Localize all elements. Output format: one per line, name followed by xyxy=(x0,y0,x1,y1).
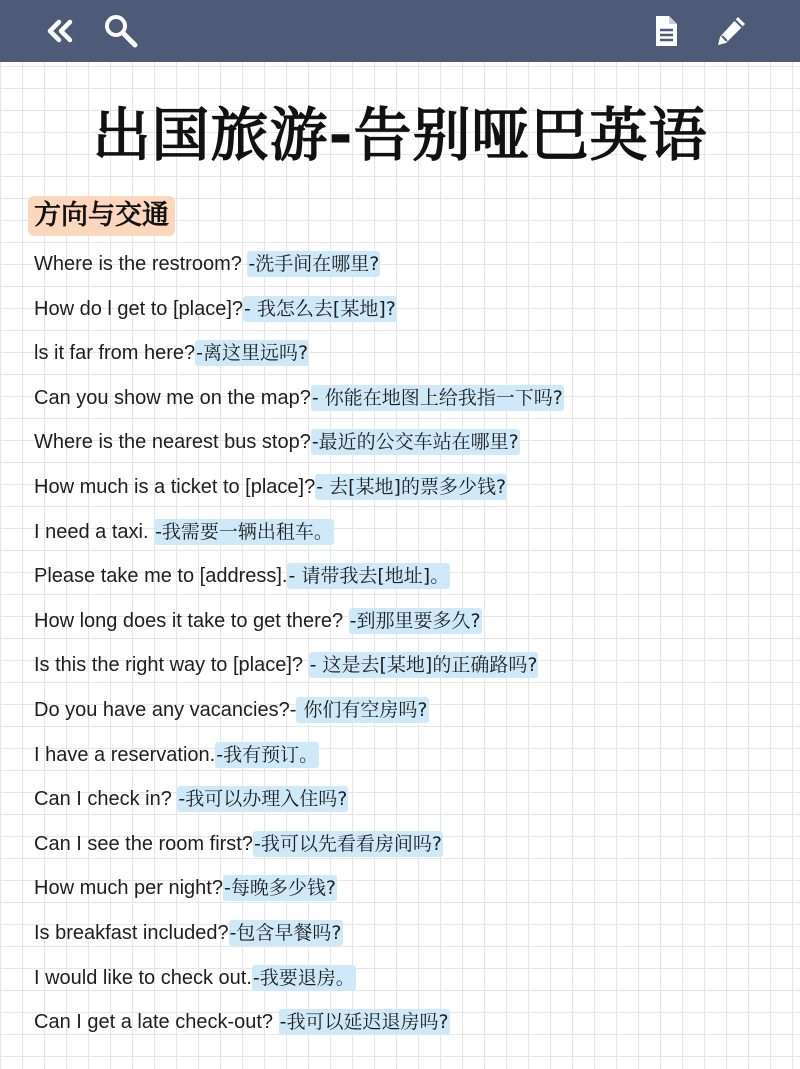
phrase-english: Where is the restroom? xyxy=(34,253,248,275)
phrase-chinese: -最近的公交车站在哪里? xyxy=(311,431,519,454)
phrase-english: How long does it take to get there? xyxy=(34,609,349,632)
phrase-chinese: -离这里远吗? xyxy=(196,342,309,365)
phrase-english: Can you show me on the map? xyxy=(34,386,311,409)
phrase-chinese: -我有预订。 xyxy=(216,743,319,766)
phrase-row xyxy=(34,1004,794,1049)
double-chevron-left-icon[interactable] xyxy=(42,13,78,49)
phrase-english: I need a taxi. xyxy=(34,520,155,543)
phrase-chinese: -洗手间在哪里? xyxy=(248,253,380,275)
phrase-chinese: - 你能在地图上给我指一下吗? xyxy=(311,386,563,409)
phrase-english: Is this the right way to [place]? xyxy=(34,654,309,677)
phrase-chinese: 你们有空房吗? xyxy=(297,698,428,721)
phrase-english: I would like to check out. xyxy=(34,966,252,989)
phrase-row xyxy=(34,647,794,692)
top-toolbar xyxy=(0,0,800,62)
phrase-english: How much per night? xyxy=(34,877,223,900)
phrase-english: Please take me to [address]. xyxy=(34,565,288,588)
section-heading: 方向与交通 xyxy=(28,196,175,236)
phrase-english: How much is a ticket to [place]? xyxy=(34,475,316,498)
phrase-chinese: - 请带我去[地址]。 xyxy=(288,565,450,588)
phrase-row xyxy=(34,469,794,514)
search-icon[interactable] xyxy=(102,13,138,49)
phrase-english: Do you have any vacancies?- xyxy=(34,698,297,721)
phrase-row xyxy=(34,737,794,782)
phrase-chinese: -我可以延迟退房吗? xyxy=(279,1011,449,1034)
phrase-chinese: - 我怎么去[某地]? xyxy=(244,297,396,320)
phrase-row xyxy=(34,781,794,826)
phrase-english: Where is the nearest bus stop? xyxy=(34,431,311,454)
phrase-row xyxy=(34,870,794,915)
phrase-row xyxy=(34,291,794,336)
phrase-english: How do l get to [place]? xyxy=(34,297,244,320)
phrase-row xyxy=(34,424,794,469)
phrase-chinese: -我可以先看看房间吗? xyxy=(253,832,442,855)
phrase-list xyxy=(34,246,794,1049)
phrase-english: Is breakfast included? xyxy=(34,921,229,944)
phrase-chinese: -每晚多少钱? xyxy=(223,877,336,900)
phrase-chinese: - 这是去[某地]的正确路吗? xyxy=(309,654,538,677)
phrase-english: Can I see the room first? xyxy=(34,832,253,855)
phrase-row xyxy=(34,514,794,559)
phrase-row xyxy=(34,335,794,380)
phrase-chinese: - 去[某地]的票多少钱? xyxy=(316,475,507,498)
phrase-chinese: -我要退房。 xyxy=(252,966,355,989)
phrase-english: Can I check in? xyxy=(34,788,178,811)
phrase-chinese: -到那里要多久? xyxy=(349,609,481,632)
pencil-icon[interactable] xyxy=(713,13,749,49)
page-title: 出国旅游-告别哑巴英语 xyxy=(92,101,708,169)
phrase-chinese: -包含早餐吗? xyxy=(229,921,342,944)
phrase-row xyxy=(34,380,794,425)
phrase-english: ls it far from here? xyxy=(34,342,196,365)
phrase-row xyxy=(34,603,794,648)
document-icon[interactable] xyxy=(648,13,684,49)
phrase-chinese: -我可以办理入住吗? xyxy=(178,788,348,811)
phrase-row xyxy=(34,826,794,871)
phrase-english: I have a reservation. xyxy=(34,743,216,766)
phrase-english: Can I get a late check-out? xyxy=(34,1011,279,1034)
phrase-row xyxy=(34,692,794,737)
phrase-row xyxy=(34,915,794,960)
phrase-chinese: -我需要一辆出租车。 xyxy=(155,520,333,543)
phrase-row xyxy=(34,558,794,603)
phrase-row xyxy=(34,246,794,291)
phrase-row xyxy=(34,960,794,1005)
